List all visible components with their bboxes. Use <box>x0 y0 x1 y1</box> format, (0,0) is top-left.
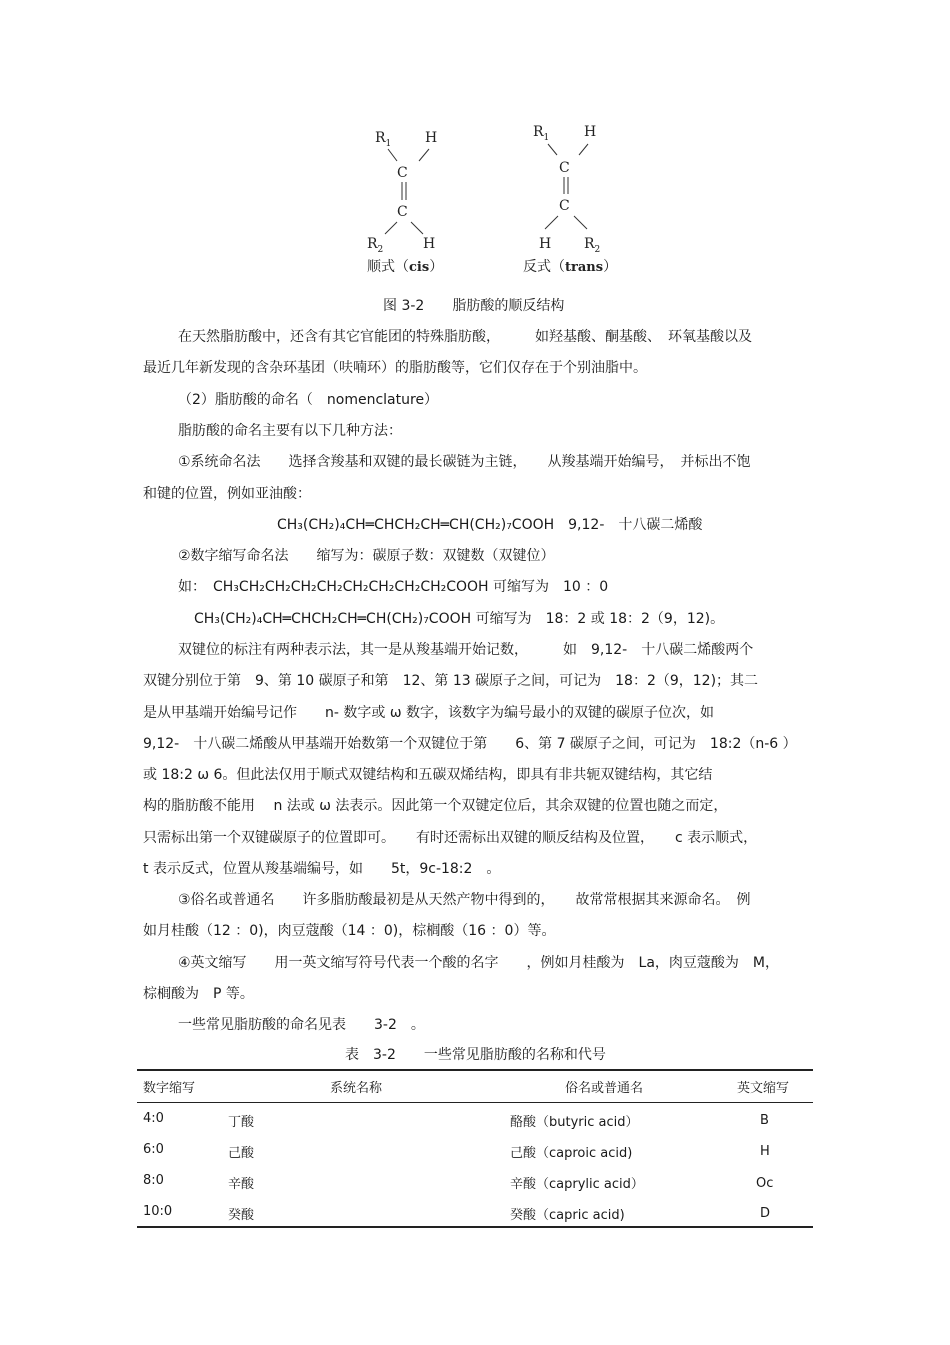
paragraph-line: 只需标出第一个双键碳原子的位置即可。 有时还需标出双键的顺反结构及位置， c 表示顺式， <box>143 830 758 846</box>
paragraph-line: 脂肪酸的命名主要有以下几种方法： <box>178 423 402 439</box>
formula-linoleic: CH₃(CH₂)₄CH═CHCH₂CH═CH(CH₂)₇COOH 9,12- 十八碳二烯酸 <box>277 517 703 533</box>
paragraph-line: 双键位的标注有两种表示法，其一是从羧基端开始记数， 如 9,12- 十八碳二烯酸两个 <box>178 642 754 658</box>
trans-structure <box>523 124 617 275</box>
table-cell: B <box>760 1113 769 1128</box>
trans-bond-r1 <box>548 144 557 155</box>
paragraph-line: 最近几年新发现的含杂环基团（呋喃环）的脂肪酸等，它们仅存在于个别油脂中。 <box>143 360 647 376</box>
table-header: 数字缩写 <box>143 1081 196 1096</box>
paragraph-line: 双键分别位于第 9、第 10 碳原子和第 12、第 13 碳原子之间，可记为 18：2（9，12)；其二 <box>143 673 759 689</box>
trans-r2: $R_2$ <box>584 236 601 255</box>
cis-bond-r2 <box>385 222 397 234</box>
cis-bond-h-top <box>419 149 429 161</box>
paragraph-line: 在天然脂肪酸中，还含有其它官能团的特殊脂肪酸， 如羟基酸、酮基酸、 环氧基酸以及 <box>178 329 752 345</box>
table-header: 系统名称 <box>330 1081 383 1096</box>
table-header: 俗名或普通名 <box>565 1081 644 1096</box>
table-cell: 辛酸（caprylic acid） <box>510 1177 644 1192</box>
table-cell: 己酸 <box>228 1146 255 1161</box>
paragraph-line: ③俗名或普通名 许多脂肪酸最初是从天然产物中得到的， 故常常根据其来源命名。 例 <box>178 892 751 908</box>
table-cell: Oc <box>756 1176 774 1191</box>
trans-h-top: H <box>584 124 597 140</box>
paragraph-line: 9,12- 十八碳二烯酸从甲基端开始数第一个双键位于第 6、第 7 碳原子之间，可记为 18:2（n-6 ） <box>143 736 797 752</box>
paragraph-line: t 表示反式，位置从羧基端编号，如 5t，9c-18:2 。 <box>143 861 501 877</box>
trans-r1: $R_1$ <box>533 124 550 143</box>
paragraph-line: ②数字缩写命名法 缩写为：碳原子数：双键数（双键位） <box>178 548 555 564</box>
table-cell: 6:0 <box>143 1142 164 1157</box>
table-bottom-rule <box>137 1226 813 1228</box>
table-caption: 表 3-2 一些常见脂肪酸的名称和代号 <box>345 1047 606 1063</box>
table-cell: 癸酸（capric acid) <box>510 1208 625 1223</box>
section-heading: （2）脂肪酸的命名（ nomenclature） <box>178 392 439 408</box>
table-cell: 10:0 <box>143 1204 173 1219</box>
trans-c-top: C <box>559 160 570 176</box>
paragraph-line: ①系统命名法 选择含羧基和双键的最长碳链为主链， 从羧基端开始编号， 并标出不饱 <box>178 454 751 470</box>
table-cell: H <box>760 1144 770 1159</box>
paragraph-line: 是从甲基端开始编号记作 n- 数字或 ω 数字，该数字为编号最小的双键的碳原子位次，如 <box>143 705 714 721</box>
paragraph-line: 和键的位置，例如亚油酸： <box>143 486 311 502</box>
cis-c-top: C <box>397 165 408 181</box>
table-cell: 8:0 <box>143 1173 164 1188</box>
paragraph-line: 棕榈酸为 P 等。 <box>143 986 254 1002</box>
trans-c-bottom: C <box>559 198 570 214</box>
table-top-rule <box>137 1069 813 1071</box>
trans-bond-h-bottom <box>545 216 558 229</box>
trans-h-bottom: H <box>539 236 552 252</box>
table-cell: 辛酸 <box>228 1177 255 1192</box>
cis-h-bottom: H <box>423 236 436 252</box>
formula-example: CH₃(CH₂)₄CH═CHCH₂CH═CH(CH₂)₇COOH 可缩写为 18：2 或 18：2（9，12)。 <box>194 611 725 627</box>
table-header-rule <box>137 1102 813 1103</box>
trans-bond-h-top <box>579 144 588 155</box>
paragraph-line: 一些常见脂肪酸的命名见表 3-2 。 <box>178 1017 425 1033</box>
cis-label: 顺式（cis） <box>367 259 444 275</box>
cis-h-top: H <box>425 130 438 146</box>
trans-bond-r2 <box>574 216 587 229</box>
paragraph-line: 构的脂肪酸不能用 n 法或 ω 法表示。因此第一个双键定位后，其余双键的位置也随之而定， <box>143 798 728 814</box>
table-header: 英文缩写 <box>737 1081 790 1096</box>
figure-caption: 图 3-2 脂肪酸的顺反结构 <box>383 298 565 314</box>
cis-bond-r1 <box>388 149 397 161</box>
table-cell: 癸酸 <box>228 1208 255 1223</box>
cis-r2: $R_2$ <box>367 236 384 255</box>
cis-bond-h-bottom <box>411 222 423 234</box>
table-cell: D <box>760 1206 771 1221</box>
table-cell: 酪酸（butyric acid） <box>510 1115 639 1130</box>
table-cell: 己酸（caproic acid) <box>510 1146 633 1161</box>
formula-example: 如： CH₃CH₂CH₂CH₂CH₂CH₂CH₂CH₂CH₂COOH 可缩写为 10 ：0 <box>178 579 609 595</box>
cis-r1: $R_1$ <box>375 130 392 149</box>
paragraph-line: ④英文缩写 用一英文缩写符号代表一个酸的名字 ，例如月桂酸为 La，肉豆蔻酸为 M， <box>178 955 780 971</box>
cis-c-bottom: C <box>397 204 408 220</box>
cis-structure <box>367 130 443 275</box>
table-cell: 丁酸 <box>228 1115 255 1130</box>
table-cell: 4:0 <box>143 1111 164 1126</box>
cis-trans-figure <box>355 118 645 280</box>
paragraph-line: 或 18:2 ω 6。但此法仅用于顺式双键结构和五碳双烯结构，即具有非共轭双键结构，其它结 <box>143 767 713 783</box>
paragraph-line: 如月桂酸（12 ：0)，肉豆蔻酸（14 ：0)，棕榈酸（16 ：0）等。 <box>143 923 556 939</box>
trans-label: 反式（trans） <box>523 259 618 275</box>
